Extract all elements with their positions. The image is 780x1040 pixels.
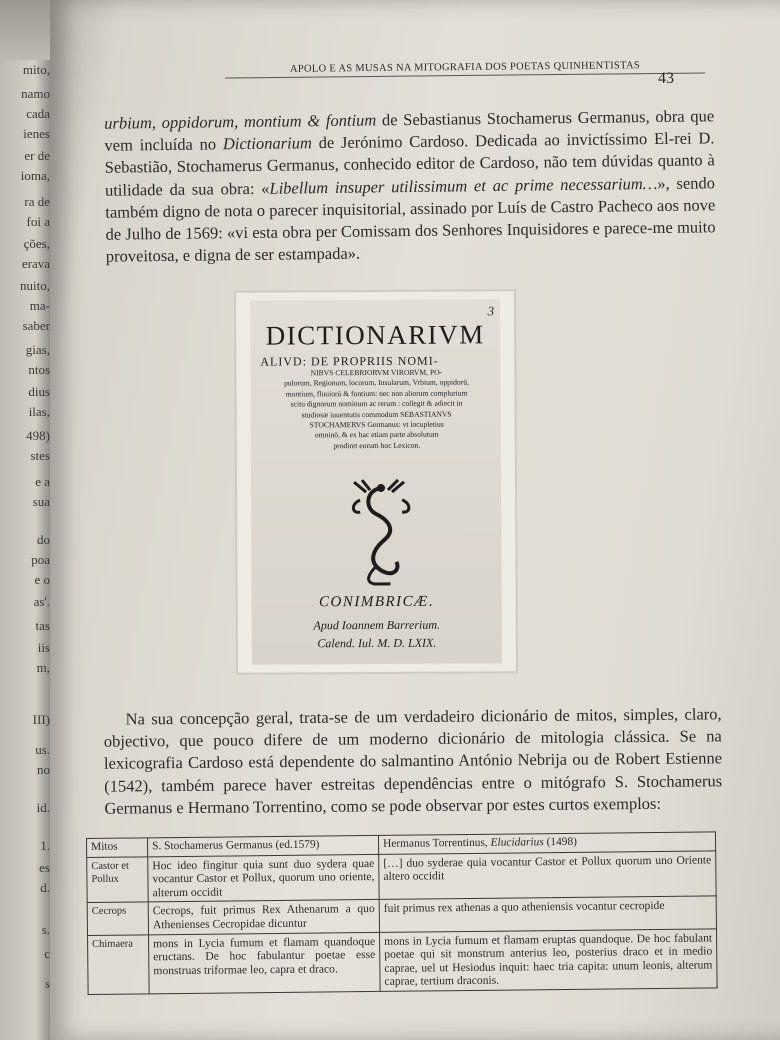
left-page-fragment: ma- [29,298,50,313]
book-page [50,0,780,1040]
left-page-fragment: e o [34,572,50,587]
running-header: APOLO E AS MUSAS NA MITOGRAFIA DOS POETAS QUINHENTISTAS [225,59,705,78]
left-page-fragment: 498) [26,428,50,443]
cell-mito: Cecrops [87,902,148,935]
header-torrentinus: Hermanus Torrentinus, Elucidarius (1498) [378,832,715,854]
facsimile-title: DICTIONARIVM [265,319,485,351]
cell-stochamerus: Hoc ideo fingitur quia sunt duo sydera quae vocantur Castor et Pollux, quorum uno oriente, alterum occidit [148,854,379,902]
left-page-fragment: ntos [28,362,50,377]
facsimile-corner-mark: 3 [487,303,495,319]
facsimile-date: Calend. Iul. M. D. LXIX. [317,635,437,651]
paragraph-2: Na sua concepção geral, trata-se de um verdadeiro dicionário de mitos, simples, claro, objectivo, que pouco difere de um moderno dicionário de mitologia clássica. Se na lexicografia Cardoso está dependente do salmantino António Nebrija ou de Robert Estienne (1542), também parece haver estreitas dependências entre o mitógrafo S. Stochamerus Germanus e Hermano Torrentino, como se pode observar por estes curtos exemplos: [103,704,723,818]
left-page-fragment: namo [21,86,50,101]
left-page-fragment: gias, [25,342,50,357]
paragraph-1-text-a: de Sebastianus Stochamerus Germanus, obra que vem incluída no [104,106,715,155]
facsimile-printer: Apud Ioannem Barrerium. [313,617,441,633]
facsimile-line: NIBVS CELEBRIORVM VIRORVM, PO- [310,367,443,378]
left-page-fragment: c [44,946,50,961]
left-page-fragment: foi a [26,214,50,229]
header-mitos: Mitos [87,838,148,857]
facsimile-paper [250,299,502,664]
header-stochamerus: S. Stochamerus Germanus (ed.1579) [148,835,379,856]
paragraph-1 [104,105,716,268]
facsimile-line: STOCHAMERVS Germanus: vt locupletius [309,419,444,430]
left-page-fragment: mito, [22,62,50,77]
printer-device-serpent-icon [346,478,417,588]
paragraph-1-text-c: », sendo também digno de nota o parecer inquisitorial, assinado por Luís de Castro Pacheco aos nove de Julho de 1569: «vi esta obra per Comissam dos Senhores Inquisidores e parece-me muito proveitosa, e digna de ser estampada». [105,172,716,266]
left-page-fragment: do [37,532,50,547]
left-page-fragment: saber [22,318,50,333]
left-page-fragment: cada [26,106,50,121]
cell-mito: Chimaera [88,934,150,994]
facsimile-line: montium, fluuiorū & fontium: nec non aliorum complurium [285,388,468,399]
left-page-fragment: e a [35,474,50,489]
left-page-fragment: stes [30,448,50,463]
facsimile-subtitle: ALIVD: DE PROPRIIS NOMI- [260,353,439,369]
left-page-fragment: iis [37,640,50,655]
italic-latin-quote: Libellum insuper utilissimum et ac prime necessarium… [269,173,658,198]
paragraph-1-text-b: de Jerónimo Cardoso. Dedicada ao invictíssimo El-rei D. Sebastião, Stochamerus Germanus, conhecido editor de Cardoso, não tem dúvidas quanto à utilidade da sua obra: « [104,128,715,200]
cell-stochamerus: mons in Lycia fumum et flamam quandoque eructans. De hoc fabulantur poetae esse monstruas triformae leo, capra et draco. [149,932,381,994]
left-page-fragment: erava [21,256,50,271]
left-page-fragment: s [44,976,50,991]
table-row [88,928,718,994]
left-page-fragment: nuito, [20,278,50,293]
facsimile-line: scitu dignorum nominum ac rerum : collegit & adiecit in [290,398,463,409]
left-page-fragment: ienes [23,126,50,141]
left-page-fragment: no [37,762,50,777]
title-page-facsimile [236,291,516,672]
cell-torrentinus: […] duo syderae quia vocantur Castor et Pollux quorum uno Oriente altero occidit [379,851,716,900]
left-page-fragment: tas [35,618,50,633]
left-page-fragment: III) [32,712,50,727]
left-page-fragment: ioma, [20,168,50,183]
left-page-fragment: s. [41,922,50,937]
italic-title-fragment: urbium, oppidorum, montium & fontium [104,110,377,133]
left-page-fragment: ra de [24,194,50,209]
left-page-fragment: poa [31,552,50,567]
cell-stochamerus: Cecrops, fuit primus Rex Athenarum a quo Athenienses Cecropidae dicuntur [148,900,379,935]
cell-mito: Castor et Pollux [87,856,148,902]
left-page-fragment: m, [36,660,50,675]
facsimile-line: pulorum, Regionum, locorum, Insularum, Vrbium, oppidorū, [284,377,469,388]
facsimile-city: CONIMBRICÆ. [318,593,435,611]
left-page-fragment: id. [36,800,50,815]
left-page-fragment: es [39,860,50,875]
left-page-fragment: us. [35,742,50,757]
facsimile-body-lines [262,367,490,451]
left-page-fragment: sua [32,494,50,509]
italic-dictionarium: Dictionarium [222,133,312,154]
left-page-fragment: dius [28,384,50,399]
facsimile-line: prodiret eorum hoc Lexicon. [333,440,421,451]
left-page-fragment: ções, [23,236,50,251]
cell-torrentinus: mons in Lycia fumum et flamam eruptas quandoque. De hoc fabulant poetae qui sit monstrum anterius leo, posterius draco et in medio caprae, uel ut Hesiodus inquit: haec tria capita: unum leonis, alterum caprae, tertium draconis. [380,928,718,991]
left-page-fragment: er de [24,148,50,163]
table-row [87,851,716,903]
facsimile-line: omninò, & ex hac etiam parte absolutum [314,430,439,440]
left-page-fragment: ilas, [28,404,50,419]
left-page-fragment: 1. [40,838,50,853]
page-number: 43 [658,70,674,87]
left-page-fragment: d. [40,880,50,895]
facsimile-line: studiosæ iuuentutis commodum SEBASTIANVS [301,409,452,420]
cell-torrentinus: fuit primus rex athenas a quo atheniensis vocantur cecropide [379,896,716,932]
comparison-table [86,831,718,995]
left-page-fragment: as'. [33,594,50,609]
